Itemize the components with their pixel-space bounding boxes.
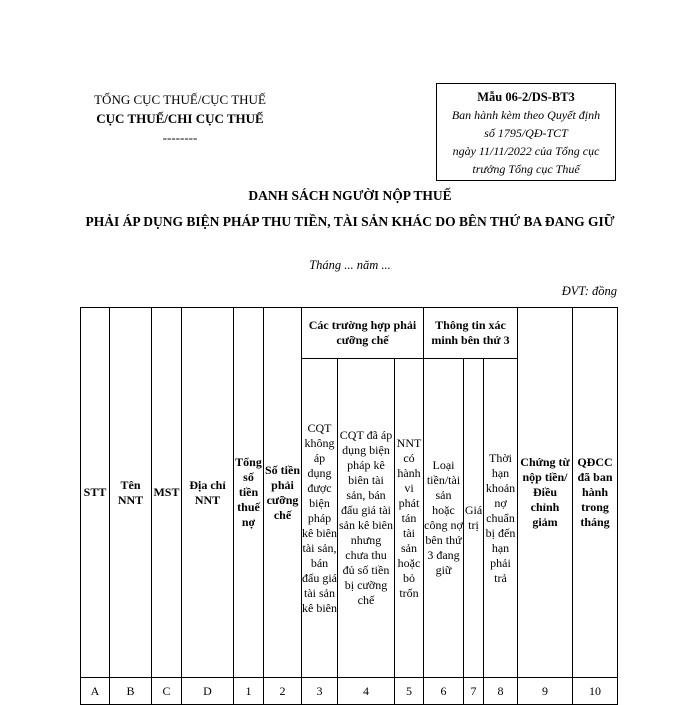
index-cell: 10 bbox=[573, 678, 618, 705]
col-header-stt: STT bbox=[81, 308, 110, 678]
index-cell: 5 bbox=[395, 678, 424, 705]
index-cell: 1 bbox=[234, 678, 264, 705]
form-code-box bbox=[436, 83, 616, 181]
form-code: Mẫu 06-2/DS-BT3 bbox=[477, 90, 575, 104]
index-cell: 4 bbox=[338, 678, 395, 705]
col-header-case-2: CQT đã áp dụng biện pháp kê biên tài sản, bán đấu giá tài sản kê biên nhưng chưa thu đủ số tiền bị cưỡng chế bbox=[338, 359, 395, 678]
index-cell: 7 bbox=[464, 678, 484, 705]
authority-line-1: TỔNG CỤC THUẾ/CỤC THUẾ bbox=[94, 92, 266, 107]
col-header-payment-docs: Chứng từ nộp tiền/Điều chỉnh giảm bbox=[518, 308, 573, 678]
col-header-enforcement-decision: QĐCC đã ban hành trong tháng bbox=[573, 308, 618, 678]
index-cell: A bbox=[81, 678, 110, 705]
col-header-tax-code: MST bbox=[152, 308, 182, 678]
index-cell: 9 bbox=[518, 678, 573, 705]
taxpayer-table bbox=[80, 307, 618, 705]
col-group-enforcement-cases: Các trường hợp phải cưỡng chế bbox=[302, 308, 424, 359]
col-header-enforced-amount: Số tiền phải cưỡng chế bbox=[264, 308, 302, 678]
index-cell: B bbox=[110, 678, 152, 705]
col-group-third-party-info: Thông tin xác minh bên thứ 3 bbox=[424, 308, 518, 359]
document-subtitle: PHẢI ÁP DỤNG BIỆN PHÁP THU TIỀN, TÀI SẢN KHÁC DO BÊN THỨ BA ĐANG GIỮ bbox=[85, 214, 615, 229]
document-title: DANH SÁCH NGƯỜI NỘP THUẾ bbox=[248, 188, 452, 203]
col-header-address: Địa chỉ NNT bbox=[182, 308, 234, 678]
column-index-row bbox=[81, 678, 618, 705]
currency-unit: ĐVT: đồng bbox=[561, 284, 617, 298]
form-note-line-1: Ban hành kèm theo Quyết định bbox=[451, 108, 601, 122]
form-note-line-3: ngày 11/11/2022 của Tổng cục bbox=[452, 144, 600, 158]
form-note-line-2: số 1795/QĐ-TCT bbox=[484, 126, 568, 140]
index-cell: D bbox=[182, 678, 234, 705]
index-cell: 2 bbox=[264, 678, 302, 705]
col-header-due-date: Thời hạn khoản nợ chuẩn bị đến hạn phải trả bbox=[484, 359, 518, 678]
index-cell: C bbox=[152, 678, 182, 705]
index-cell: 8 bbox=[484, 678, 518, 705]
col-header-case-3: NNT có hành vi phát tán tài sản hoặc bỏ trốn bbox=[395, 359, 424, 678]
col-header-value: Giá trị bbox=[464, 359, 484, 678]
authority-line-2: CỤC THUẾ/CHI CỤC THUẾ bbox=[96, 111, 264, 126]
index-cell: 6 bbox=[424, 678, 464, 705]
reporting-period: Tháng ... năm ... bbox=[309, 258, 391, 272]
issuing-authority bbox=[80, 90, 280, 147]
index-cell: 3 bbox=[302, 678, 338, 705]
col-header-asset-type: Loại tiền/tài sản hoặc công nợ bên thứ 3 đang giữ bbox=[424, 359, 464, 678]
authority-separator: -------- bbox=[162, 130, 198, 145]
col-header-taxpayer-name: Tên NNT bbox=[110, 308, 152, 678]
col-header-total-debt: Tổng số tiền thuế nợ bbox=[234, 308, 264, 678]
form-note-line-4: trưởng Tổng cục Thuế bbox=[472, 162, 580, 176]
col-header-case-1: CQT không áp dụng được biện pháp kê biên tài sản, bán đấu giá tài sản kê biên bbox=[302, 359, 338, 678]
